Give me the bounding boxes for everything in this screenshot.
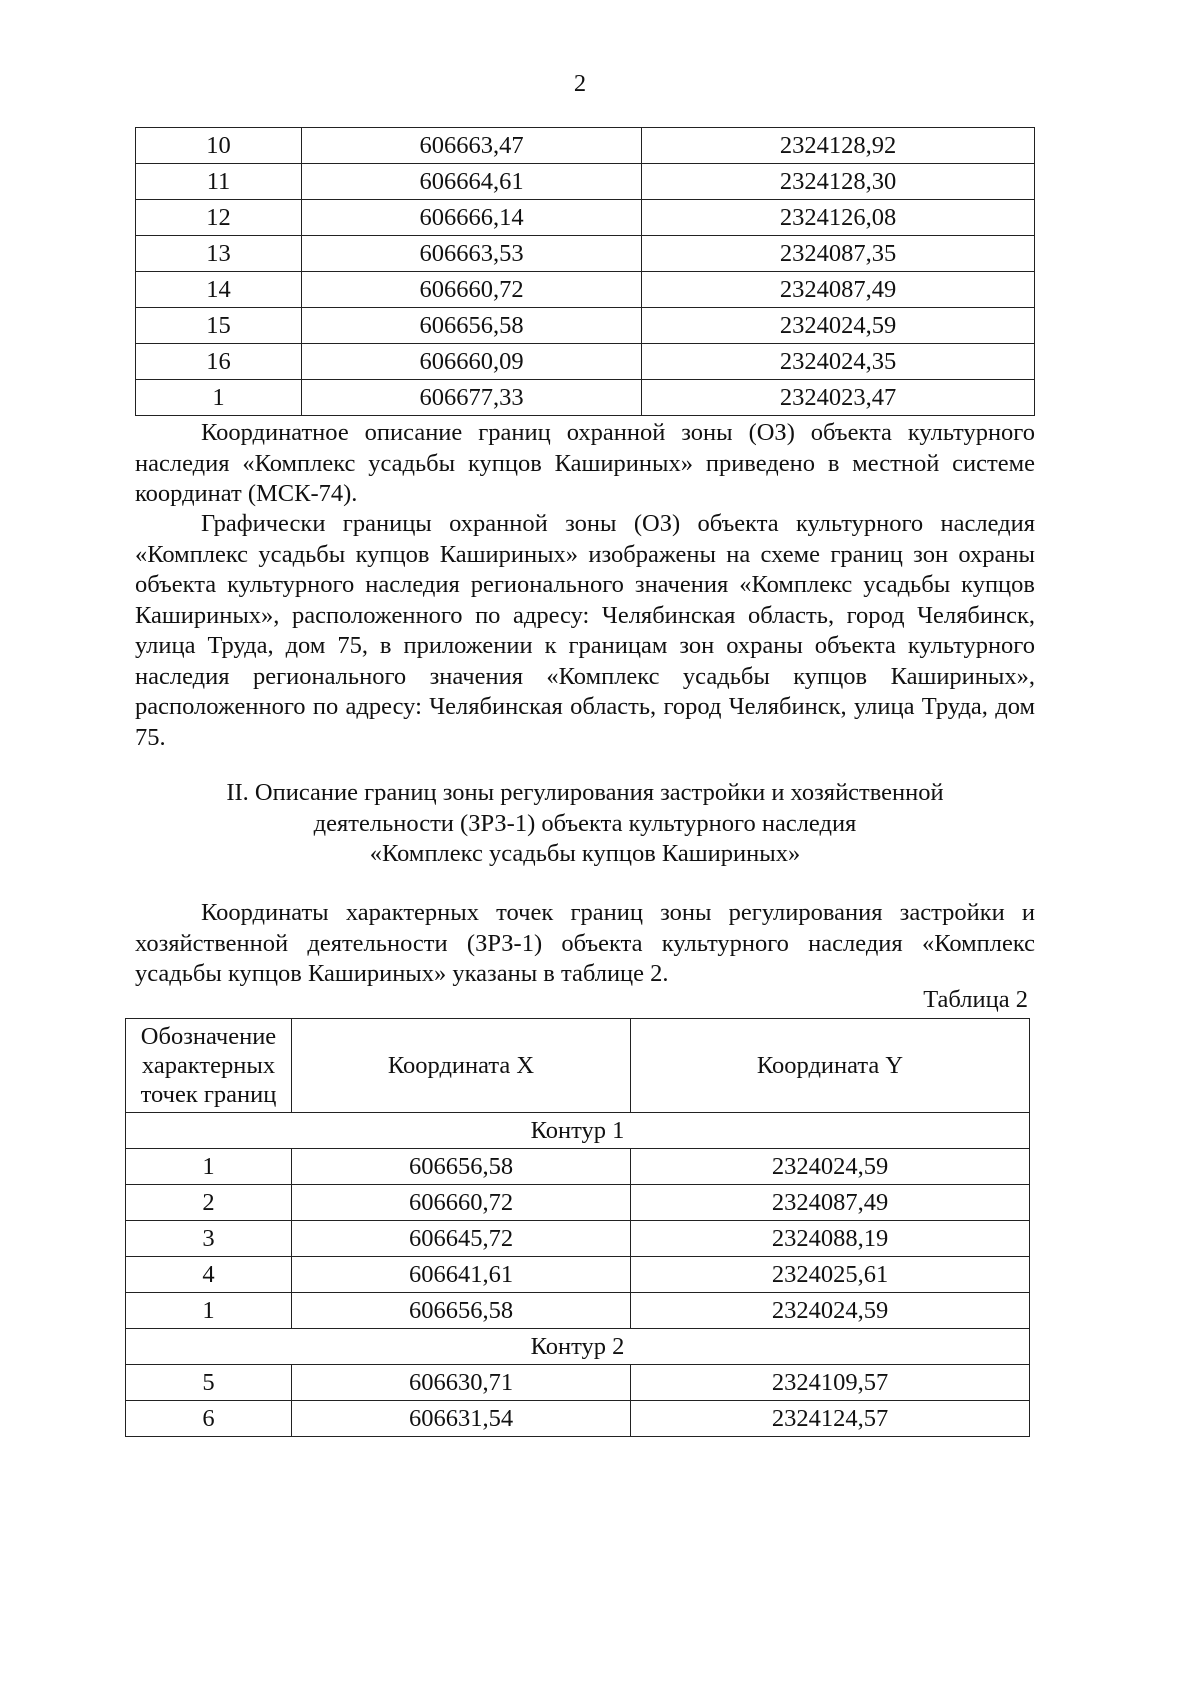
cell-x: 606663,47 <box>302 128 642 164</box>
cell-y: 2324126,08 <box>642 200 1035 236</box>
table-row <box>126 1185 1030 1221</box>
table-row <box>126 1221 1030 1257</box>
cell-x: 606656,58 <box>292 1293 631 1329</box>
cell-point: 14 <box>136 272 302 308</box>
coordinates-table-2 <box>125 1018 1030 1437</box>
cell-y: 2324024,59 <box>642 308 1035 344</box>
cell-point: 11 <box>136 164 302 200</box>
cell-y: 2324025,61 <box>631 1257 1030 1293</box>
table-row <box>126 1365 1030 1401</box>
cell-x: 606645,72 <box>292 1221 631 1257</box>
paragraph-oz-coordinates: Координатное описание границ охранной зоны (ОЗ) объекта культурного наследия «Комплекс усадьбы купцов Кашириных» приведено в местной системе координат (МСК-74). <box>135 419 1035 507</box>
cell-y: 2324124,57 <box>631 1401 1030 1437</box>
table-row <box>136 128 1035 164</box>
cell-point: 15 <box>136 308 302 344</box>
cell-x: 606660,09 <box>302 344 642 380</box>
table-row <box>136 380 1035 416</box>
cell-x: 606664,61 <box>302 164 642 200</box>
cell-y: 2324024,59 <box>631 1293 1030 1329</box>
table-row <box>126 1149 1030 1185</box>
cell-point: 10 <box>136 128 302 164</box>
cell-y: 2324088,19 <box>631 1221 1030 1257</box>
table-row <box>126 1293 1030 1329</box>
cell-x: 606641,61 <box>292 1257 631 1293</box>
cell-y: 2324128,30 <box>642 164 1035 200</box>
cell-y: 2324087,35 <box>642 236 1035 272</box>
header-y: Координата Y <box>631 1019 1030 1113</box>
table-header-row <box>126 1019 1030 1113</box>
cell-x: 606660,72 <box>292 1185 631 1221</box>
table-row <box>136 200 1035 236</box>
table-row <box>136 164 1035 200</box>
cell-point: 1 <box>136 380 302 416</box>
table-row <box>136 272 1035 308</box>
contour-row <box>126 1113 1030 1149</box>
cell-x: 606663,53 <box>302 236 642 272</box>
cell-x: 606660,72 <box>302 272 642 308</box>
cell-y: 2324024,59 <box>631 1149 1030 1185</box>
header-x: Координата X <box>292 1019 631 1113</box>
cell-x: 606677,33 <box>302 380 642 416</box>
cell-x: 606656,58 <box>292 1149 631 1185</box>
coordinates-table-continued <box>135 127 1035 416</box>
paragraph-oz-graphics: Графически границы охранной зоны (ОЗ) объекта культурного наследия «Комплекс усадьбы купцов Кашириных» изображены на схеме границ зон охраны объекта культурного наследия регионального значения «Комплекс усадьбы купцов Кашириных», расположенного по адресу: Челябинская область, город Челябинск, улица Труда, дом 75, в приложении к границам зон охраны объекта культурного наследия регионального значения «Комплекс усадьбы купцов Кашириных», расположенного по адресу: Челябинская область, город Челябинск, улица Труда, дом 75. <box>135 510 1035 751</box>
contour-1-label: Контур 1 <box>126 1113 1030 1149</box>
cell-point: 5 <box>126 1365 292 1401</box>
cell-y: 2324109,57 <box>631 1365 1030 1401</box>
table-row <box>126 1257 1030 1293</box>
header-point: Обозначение характерных точек границ <box>126 1019 292 1113</box>
cell-x: 606666,14 <box>302 200 642 236</box>
cell-point: 12 <box>136 200 302 236</box>
section-title-line: «Комплекс усадьбы купцов Кашириных» <box>369 840 801 867</box>
cell-point: 3 <box>126 1221 292 1257</box>
cell-point: 2 <box>126 1185 292 1221</box>
cell-point: 16 <box>136 344 302 380</box>
table-row <box>136 308 1035 344</box>
cell-point: 1 <box>126 1149 292 1185</box>
section-title-line: II. Описание границ зоны регулирования застройки и хозяйственной <box>226 779 944 806</box>
cell-x: 606630,71 <box>292 1365 631 1401</box>
cell-point: 6 <box>126 1401 292 1437</box>
table-row <box>136 236 1035 272</box>
cell-point: 13 <box>136 236 302 272</box>
table-row <box>126 1401 1030 1437</box>
page-number: 2 <box>573 70 587 97</box>
cell-x: 606656,58 <box>302 308 642 344</box>
cell-x: 606631,54 <box>292 1401 631 1437</box>
table-label: Таблица 2 <box>923 986 1028 1013</box>
contour-row <box>126 1329 1030 1365</box>
cell-point: 1 <box>126 1293 292 1329</box>
cell-y: 2324087,49 <box>642 272 1035 308</box>
table-row <box>136 344 1035 380</box>
cell-y: 2324023,47 <box>642 380 1035 416</box>
section-title <box>135 778 1035 870</box>
cell-y: 2324087,49 <box>631 1185 1030 1221</box>
cell-y: 2324024,35 <box>642 344 1035 380</box>
paragraph-zrz-coordinates: Координаты характерных точек границ зоны регулирования застройки и хозяйственной деятельности (ЗРЗ-1) объекта культурного наследия «Комплекс усадьбы купцов Кашириных» указаны в таблице 2. <box>135 899 1035 987</box>
cell-y: 2324128,92 <box>642 128 1035 164</box>
contour-2-label: Контур 2 <box>126 1329 1030 1365</box>
section-title-line: деятельности (ЗРЗ-1) объекта культурного наследия <box>313 809 857 837</box>
cell-point: 4 <box>126 1257 292 1293</box>
